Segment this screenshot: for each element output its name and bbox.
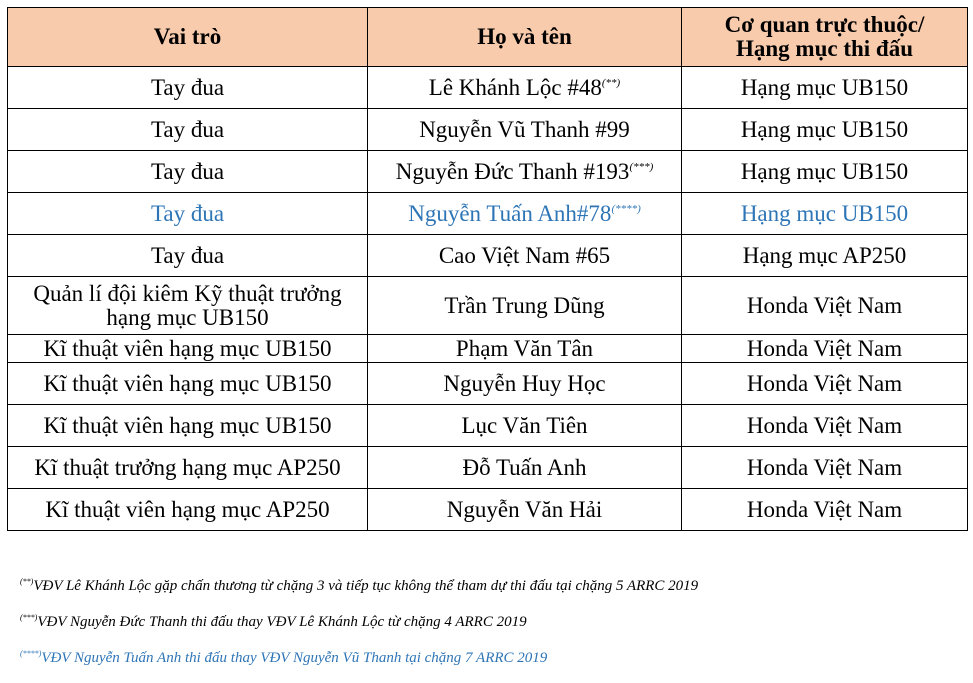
name-cell: [368, 405, 682, 447]
name-cell: [368, 277, 682, 335]
org-cell: Hạng mục UB150: [682, 151, 968, 193]
org-cell: Hạng mục UB150: [682, 67, 968, 109]
role-cell: Tay đua: [8, 235, 368, 277]
footnote-mark: (***): [629, 160, 654, 173]
header-org-line1: Cơ quan trực thuộc/: [724, 12, 925, 37]
footnote-text: VĐV Lê Khánh Lộc gặp chấn thương từ chặng 3 và tiếp tục không thể tham dự thi đấu tại chặng 5 ARRC 2019: [33, 578, 699, 594]
footnote-mark: (***): [20, 613, 38, 622]
role-cell: Tay đua: [8, 67, 368, 109]
name-cell: [368, 109, 682, 151]
org-cell: Honda Việt Nam: [682, 335, 968, 363]
table-row: [8, 447, 968, 489]
table-row: [8, 235, 968, 277]
table-row: [8, 363, 968, 405]
table-row-highlighted: [8, 193, 968, 235]
table-row: [8, 67, 968, 109]
name-text: Nguyễn Đức Thanh #193: [395, 158, 630, 184]
name-text: Nguyễn Vũ Thanh #99: [419, 116, 630, 142]
table-row: [8, 335, 968, 363]
footnote-mark: (****): [20, 649, 42, 658]
role-cell: Kĩ thuật viên hạng mục AP250: [8, 489, 368, 531]
name-text: Nguyễn Tuấn Anh#78: [408, 200, 612, 226]
role-cell: Quản lí đội kiêm Kỹ thuật trưởng hạng mục UB150: [8, 277, 368, 335]
org-cell: Honda Việt Nam: [682, 489, 968, 531]
name-cell: [368, 235, 682, 277]
name-text: Phạm Văn Tân: [455, 335, 594, 361]
footnote-2: [20, 614, 527, 631]
table-header-row: [8, 8, 968, 67]
name-text: Lục Văn Tiên: [461, 412, 588, 438]
name-cell: [368, 335, 682, 363]
name-cell: [368, 363, 682, 405]
table-row: [8, 489, 968, 531]
org-cell: Honda Việt Nam: [682, 405, 968, 447]
footnote-mark: (**): [601, 76, 621, 89]
role-cell: Kĩ thuật viên hạng mục UB150: [8, 363, 368, 405]
name-cell: [368, 151, 682, 193]
org-cell: Hạng mục AP250: [682, 235, 968, 277]
footnote-3: [20, 650, 547, 667]
name-text: Cao Việt Nam #65: [438, 242, 611, 268]
name-text: Nguyễn Huy Học: [443, 370, 606, 396]
name-cell: [368, 67, 682, 109]
table-row: [8, 405, 968, 447]
name-cell: [368, 489, 682, 531]
name-text: Trần Trung Dũng: [444, 292, 605, 318]
footnote-mark: (**): [20, 577, 34, 586]
table-row: [8, 109, 968, 151]
org-cell: Hạng mục UB150: [682, 109, 968, 151]
header-name: Họ và tên: [368, 8, 682, 67]
org-cell: Honda Việt Nam: [682, 447, 968, 489]
name-cell: [368, 447, 682, 489]
header-organization: [682, 8, 968, 67]
header-org-line2: Hạng mục thi đấu: [735, 36, 913, 61]
org-cell: Honda Việt Nam: [682, 277, 968, 335]
table-row: [8, 277, 968, 335]
org-cell: Hạng mục UB150: [682, 193, 968, 235]
team-roster-table: [7, 7, 968, 531]
role-cell: Kĩ thuật viên hạng mục UB150: [8, 405, 368, 447]
role-cell: Tay đua: [8, 151, 368, 193]
role-cell: Kĩ thuật trưởng hạng mục AP250: [8, 447, 368, 489]
name-text: Đỗ Tuấn Anh: [462, 454, 587, 480]
table-row: [8, 151, 968, 193]
name-cell: [368, 193, 682, 235]
header-role: Vai trò: [8, 8, 368, 67]
role-cell: Kĩ thuật viên hạng mục UB150: [8, 335, 368, 363]
footnote-1: [20, 578, 698, 595]
role-cell: Tay đua: [8, 109, 368, 151]
footnote-text: VĐV Nguyễn Tuấn Anh thi đấu thay VĐV Nguyễn Vũ Thanh tại chặng 7 ARRC 2019: [41, 650, 548, 666]
footnote-text: VĐV Nguyễn Đức Thanh thi đấu thay VĐV Lê Khánh Lộc từ chặng 4 ARRC 2019: [37, 614, 527, 630]
role-cell: Tay đua: [8, 193, 368, 235]
footnote-mark: (****): [611, 202, 641, 215]
name-text: Lê Khánh Lộc #48: [428, 74, 602, 100]
name-text: Nguyễn Văn Hải: [446, 496, 603, 522]
org-cell: Honda Việt Nam: [682, 363, 968, 405]
